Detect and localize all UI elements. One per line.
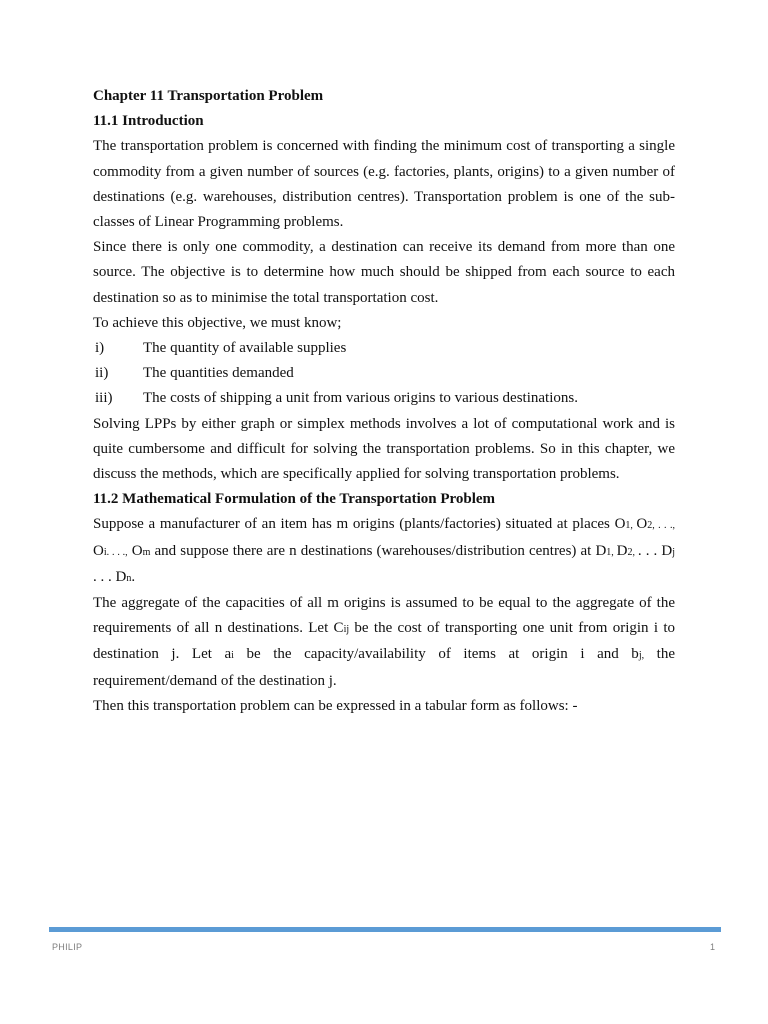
section-heading-introduction: 11.1 Introduction — [93, 113, 204, 130]
paragraph-cost-definition: The aggregate of the capacities of all m origins is assumed to be equal to the aggregate of the requirements of all n destinations. Let Cij be the cost of transporting one unit from origin i to destination j. Let ai be the capacity/availability of items at origin i and bj, the requirement/demand of the destination j. — [93, 595, 676, 689]
paragraph: To achieve this objective, we must know; — [93, 314, 342, 331]
list-item — [93, 386, 675, 411]
paragraph: The transportation problem is concerned with finding the minimum cost of transporting a single commodity from a given number of sources (e.g. factories, plants, origins) to a given number of destinations (e.g. warehouses, distribution centres). Transportation problem is one of the sub-classes of Linear Programming problems. — [93, 138, 675, 231]
section-heading-formulation: 11.2 Mathematical Formulation of the Transportation Problem — [93, 491, 496, 508]
document-body — [93, 84, 675, 719]
list-number: iii) — [95, 390, 113, 407]
footer-author: PHILIP — [52, 942, 83, 952]
chapter-title: Chapter 11 Transportation Problem — [93, 88, 324, 104]
list-text: The quantities demanded — [143, 365, 294, 382]
paragraph: Since there is only one commodity, a destination can receive its demand from more than one source. The objective is to determine how much should be shipped from each source to each destination so as to minimise the total transportation cost. — [93, 239, 675, 306]
list-item — [93, 336, 675, 361]
paragraph: Solving LPPs by either graph or simplex methods involves a lot of computational work and is quite cumbersome and difficult for solving the transportation problems. So in this chapter, we discuss the methods, which are specifically applied for solving transportation problems. — [93, 415, 675, 483]
list-text: The quantity of available supplies — [143, 340, 347, 357]
list-text: The costs of shipping a unit from various origins to various destinations. — [143, 390, 578, 407]
list-item — [93, 361, 675, 386]
paragraph-origins-destinations: Suppose a manufacturer of an item has m origins (plants/factories) situated at places O1, O2, . . ., Oi. . . ., Om and suppose there are n destinations (warehouses/distribution centres) at D1, D2, . . . Dj . . . Dn. — [93, 516, 676, 585]
list-number: ii) — [95, 365, 109, 382]
list-number: i) — [95, 340, 105, 357]
footer-divider — [49, 927, 721, 932]
paragraph: Then this transportation problem can be expressed in a tabular form as follows: - — [93, 697, 578, 714]
page-number: 1 — [709, 942, 715, 952]
